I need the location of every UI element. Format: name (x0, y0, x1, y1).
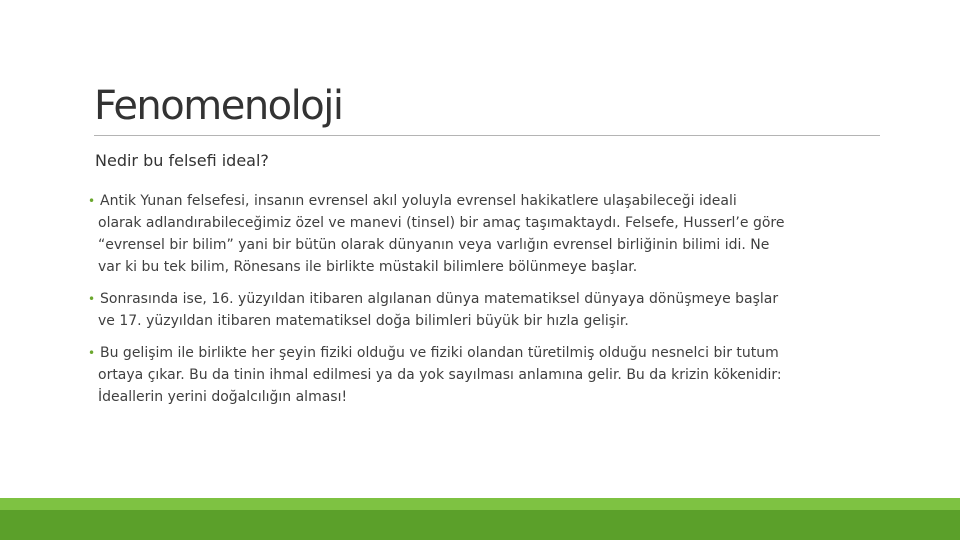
slide-title: Fenomenoloji (94, 83, 343, 129)
bullet-list (90, 190, 890, 408)
bullet-text-line: Sonrasında ise, 16. yüzyıldan itibaren algılanan dünya matematiksel dünyaya dönüşmeye başlar (100, 291, 779, 307)
bullet-text-line: İdeallerin yerini doğalcılığın alması! (98, 389, 348, 405)
bullet-item (90, 342, 890, 408)
bullet-text-line: Antik Yunan felsefesi, insanın evrensel akıl yoluyla evrensel hakikatlere ulaşabileceği ideali (100, 193, 737, 209)
bullet-text-line: var ki bu tek bilim, Rönesans ile birlikte müstakil bilimlere bölünmeye başlar. (98, 259, 638, 275)
bullet-text-line: ve 17. yüzyıldan itibaren matematiksel doğa bilimleri büyük bir hızla gelişir. (98, 313, 629, 329)
bullet-item (90, 288, 890, 332)
footer-accent-bar-light (0, 498, 960, 510)
footer-accent-bar-dark (0, 510, 960, 540)
slide-subtitle: Nedir bu felsefi ideal? (95, 151, 269, 170)
title-divider (94, 135, 880, 136)
footer-accent-bar (0, 498, 960, 540)
bullet-icon: • (88, 194, 96, 208)
bullet-text-line: Bu gelişim ile birlikte her şeyin fiziki olduğu ve fiziki olandan türetilmiş olduğu nesnelci bir tutum (100, 345, 779, 361)
bullet-item (90, 190, 890, 278)
bullet-icon: • (88, 292, 96, 306)
bullet-text-line: “evrensel bir bilim” yani bir bütün olarak dünyanın veya varlığın evrensel birliğinin bilimi idi. Ne (98, 237, 770, 253)
bullet-text-line: ortaya çıkar. Bu da tinin ihmal edilmesi ya da yok sayılması anlamına gelir. Bu da krizin kökenidir: (98, 367, 782, 383)
bullet-icon: • (88, 346, 96, 360)
bullet-text-line: olarak adlandırabileceğimiz özel ve manevi (tinsel) bir amaç taşımaktaydı. Felsefe, Husserl’e göre (98, 215, 785, 231)
